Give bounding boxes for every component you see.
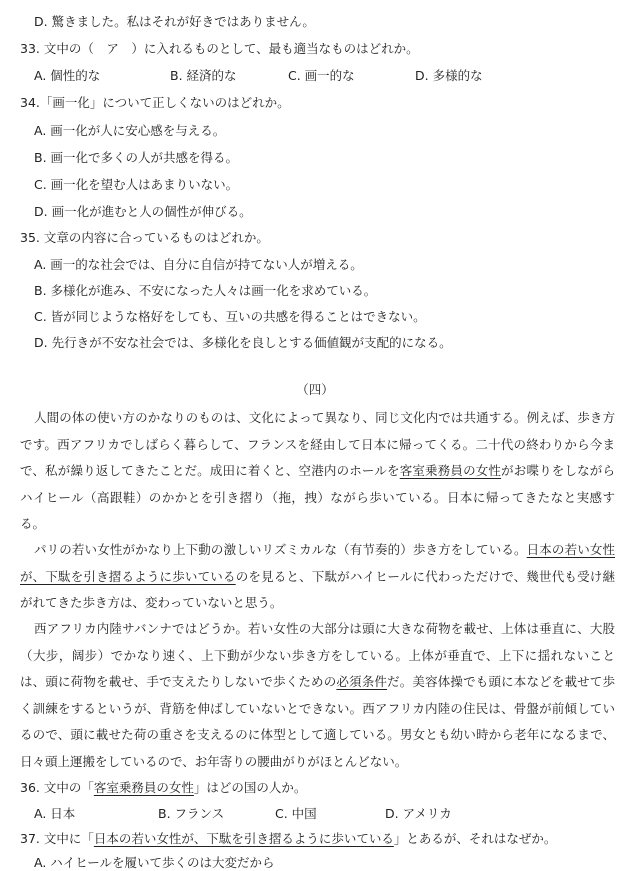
passage-paragraph-1: 人間の体の使い方のかなりのものは、文化によって異なり、同じ文化内では共通する。例えば、歩き方です。西アフリカでしばらく暮らして、フランスを経由して日本に帰ってくる。二十代の終わりから今まで、私が繰り返してきたことだ。成田に着くと、空港内のホールを客室乗務員の女性がお喋りをしながらハイヒール（高跟鞋）のかかとを引き摺り（拖，拽）ながら歩いている。日本に帰ってきたなと実感する。 (20, 410, 615, 531)
q36-option-a: A. 日本 (34, 806, 76, 821)
q33-option-d: D. 多様的な (415, 68, 483, 83)
underlined-phrase-requirement: 必須条件 (336, 674, 388, 689)
q36-option-c: C. 中国 (275, 806, 317, 821)
q33-option-b: B. 経済的な (170, 68, 237, 83)
q33-option-a: A. 個性的な (34, 68, 101, 83)
q36-option-b: B. フランス (158, 806, 225, 821)
passage-paragraph-2: パリの若い女性がかなり上下動の激しいリズミカルな（有节奏的）歩き方をしている。日本の若い女性が、下駄を引き摺るように歩いているのを見ると、下駄がハイヒールに代わっただけで、幾世代も受け継がれてきた歩き方は、変わっていないと思う。 (20, 542, 615, 610)
passage-paragraph-3: 西アフリカ内陸サバンナではどうか。若い女性の大部分は頭に大きな荷物を載せ、上体は垂直に、大股（大步，阔步）でかなり速く、上下動が少ない歩き方をしている。上体が垂直で、上下に揺れないことは、頭に荷物を載せ、手で支えたりしないで歩くための必須条件だ。美容体操でも頭に本などを載せて歩く訓練をするというが、背筋を伸ばしていないとできない。西アフリカ内陸の住民は、骨盤が前傾しているので、頭に載せた荷の重さを支えるのに体型として適している。男女とも幼い時から老年になるまで、日々頭上運搬をしているので、お年寄りの腰曲がりがほとんどない。 (20, 621, 615, 769)
q33-stem: 33. 文中の（ ア ）に入れるものとして、最も適当なものはどれか。 (20, 41, 419, 56)
q35-option-d: D. 先行きが不安な社会では、多様化を良しとする価値観が支配的になる。 (34, 335, 452, 350)
q35-option-b: B. 多様化が進み、不安になった人々は画一化を求めている。 (34, 283, 377, 298)
q37-stem: 37. 文中に「日本の若い女性が、下駄を引き摺るように歩いている」とあるが、それはなぜか。 (20, 831, 557, 846)
q35-stem: 35. 文章の内容に合っているものはどれか。 (20, 230, 269, 245)
q34-option-d: D. 画一化が進むと人の個性が伸びる。 (34, 204, 252, 219)
q35-option-a: A. 画一的な社会では、自分に自信が持てない人が増える。 (34, 257, 363, 272)
q33-option-c: C. 画一的な (288, 68, 355, 83)
q34-option-b: B. 画一化で多くの人が共感を得る。 (34, 150, 239, 165)
prev-option-d: D. 驚きました。私はそれが好きではありません。 (34, 14, 315, 29)
q36-option-d: D. アメリカ (385, 806, 452, 821)
q34-option-c: C. 画一化を望む人はあまりいない。 (34, 177, 239, 192)
section-title: （四） (296, 382, 334, 397)
q36-stem: 36. 文中の「客室乗務員の女性」はどの国の人か。 (20, 780, 307, 795)
q35-option-c: C. 皆が同じような格好をしても、互いの共感を得ることはできない。 (34, 309, 426, 324)
q37-option-a: A. ハイヒールを履いて歩くのは大変だから (34, 855, 275, 870)
q34-stem: 34.「画一化」について正しくないのはどれか。 (20, 95, 290, 110)
underlined-phrase-young-women: 日本の若い女性が、下駄を引き摺るように歩いている (20, 542, 615, 584)
underlined-phrase-cabin-attendant: 客室乗務員の女性 (399, 463, 502, 478)
q34-option-a: A. 画一化が人に安心感を与える。 (34, 123, 226, 138)
